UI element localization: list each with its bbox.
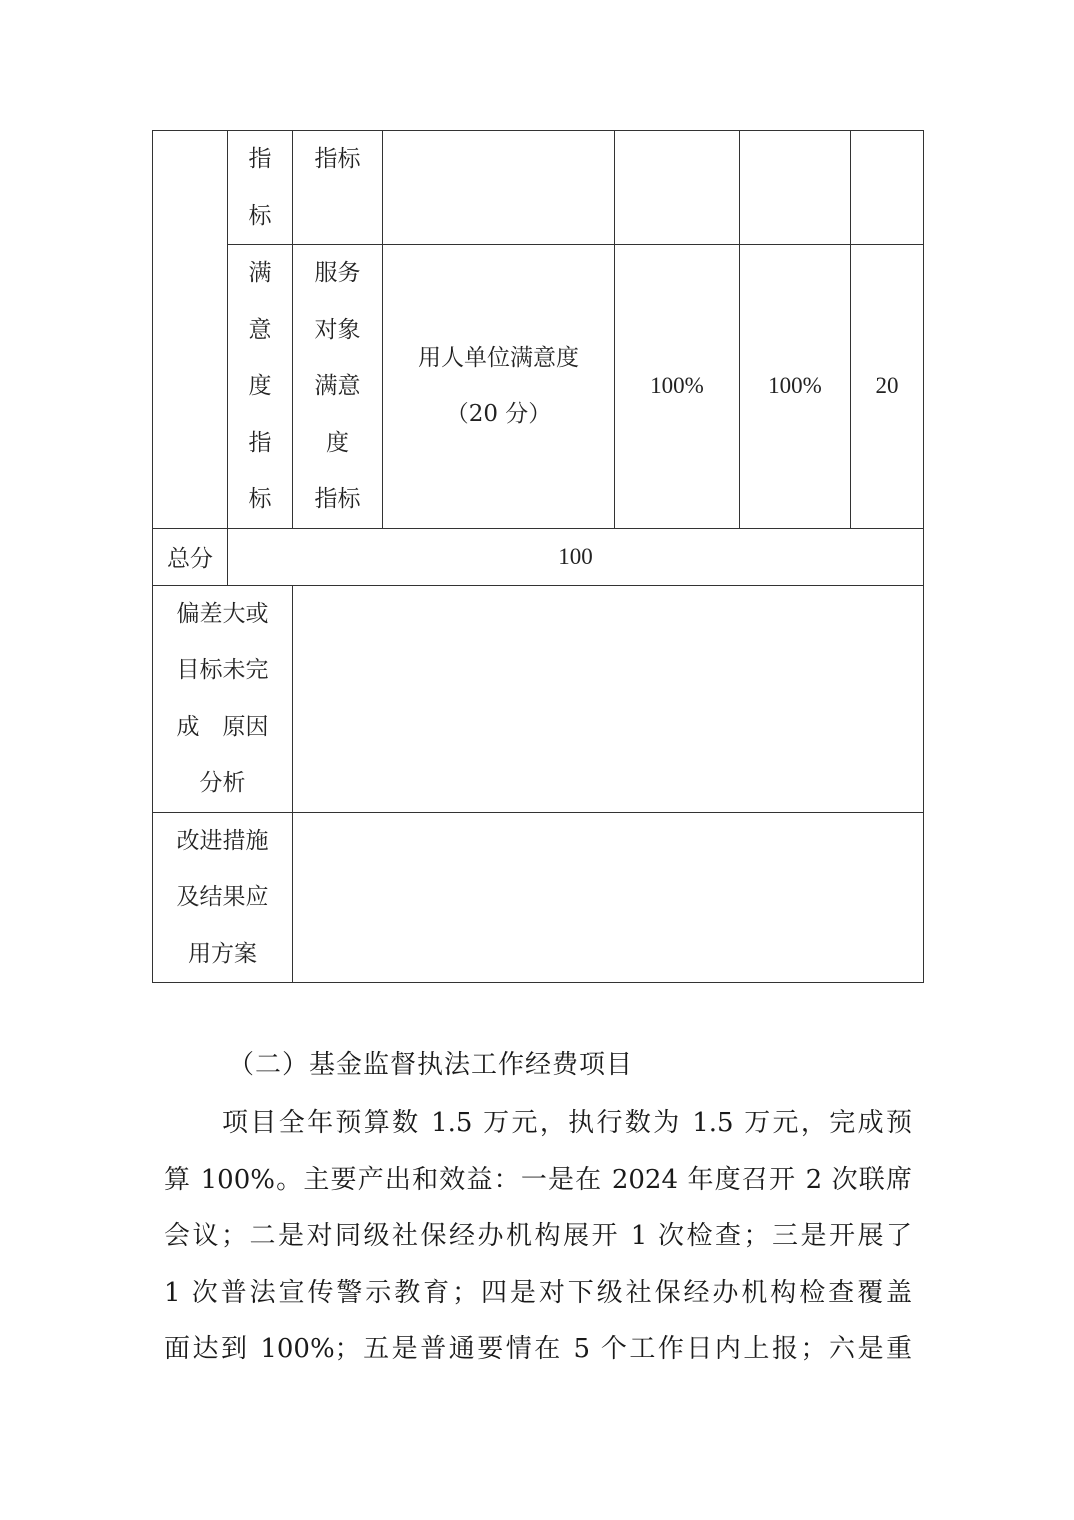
improvement-value-cell bbox=[293, 812, 924, 983]
total-label: 总分 bbox=[167, 546, 213, 572]
empty-cell bbox=[851, 131, 924, 245]
service-satisfaction-cell bbox=[293, 245, 383, 529]
target-value-cell bbox=[615, 245, 740, 529]
level2-indicator-cell bbox=[228, 131, 293, 245]
total-value-cell bbox=[228, 528, 924, 585]
paragraph-line: 会议；二是对同级社保经办机构展开 1 次检查；三是开展了 bbox=[164, 1221, 912, 1251]
deviation-value-cell bbox=[293, 585, 924, 812]
empty-category-cell bbox=[153, 131, 228, 529]
actual-value: 100% bbox=[768, 373, 822, 399]
indicator-name: 用人单位满意度 bbox=[418, 345, 579, 372]
table-row bbox=[153, 131, 924, 245]
empty-cell bbox=[740, 131, 851, 245]
cell-text: 满意 bbox=[314, 373, 361, 399]
improvement-row bbox=[153, 812, 924, 983]
paragraph-line: 项目全年预算数 1.5 万元，执行数为 1.5 万元，完成预 bbox=[222, 1108, 912, 1138]
cell-text: 对象 bbox=[314, 316, 361, 343]
level3-indicator-cell bbox=[293, 131, 383, 245]
improvement-label-line: 及结果应 bbox=[176, 884, 269, 910]
table-row bbox=[153, 245, 924, 529]
improvement-label-line: 用方案 bbox=[188, 940, 257, 967]
actual-value-cell bbox=[740, 245, 851, 529]
deviation-label-cell bbox=[153, 585, 293, 812]
deviation-row bbox=[153, 585, 924, 812]
score-value: 20 bbox=[875, 373, 899, 399]
empty-cell bbox=[383, 131, 615, 245]
deviation-label-line: 分析 bbox=[199, 770, 246, 796]
total-value: 100 bbox=[558, 543, 593, 569]
improvement-label-cell bbox=[153, 812, 293, 983]
empty-cell bbox=[615, 131, 740, 245]
score-cell bbox=[851, 245, 924, 529]
improvement-label-line: 改进措施 bbox=[176, 827, 269, 854]
cell-char: 标 bbox=[248, 486, 272, 512]
deviation-label-line: 成 原因 bbox=[176, 713, 269, 740]
performance-table bbox=[152, 130, 924, 983]
total-label-cell bbox=[153, 528, 228, 585]
cell-char: 标 bbox=[248, 202, 272, 229]
indicator-points: （20 分） bbox=[445, 401, 552, 428]
cell-text: 服务 bbox=[314, 260, 361, 286]
cell-text: 指标 bbox=[314, 146, 361, 172]
cell-char: 满 bbox=[248, 260, 272, 286]
paragraph-line: 1 次普法宣传警示教育；四是对下级社保经办机构检查覆盖 bbox=[164, 1277, 912, 1308]
body-paragraph bbox=[164, 1095, 912, 1378]
cell-char: 意 bbox=[248, 316, 272, 343]
target-value: 100% bbox=[650, 373, 704, 399]
indicator-name-cell bbox=[383, 245, 615, 529]
satisfaction-indicator-cell bbox=[228, 245, 293, 529]
deviation-label-line: 目标未完 bbox=[176, 657, 269, 683]
section-heading: （二）基金监督执法工作经费项目 bbox=[228, 1050, 634, 1080]
cell-char: 指 bbox=[248, 429, 272, 456]
paragraph-line: 算 100%。主要产出和效益：一是在 2024 年度召开 2 次联席 bbox=[164, 1164, 912, 1195]
cell-text: 指标 bbox=[314, 486, 361, 512]
cell-text: 度 bbox=[326, 429, 349, 456]
cell-char: 指 bbox=[248, 146, 272, 172]
deviation-label-line: 偏差大或 bbox=[176, 600, 269, 627]
total-row bbox=[153, 528, 924, 585]
paragraph-line: 面达到 100%；五是普通要情在 5 个工作日内上报；六是重 bbox=[164, 1334, 912, 1364]
cell-char: 度 bbox=[248, 373, 272, 399]
